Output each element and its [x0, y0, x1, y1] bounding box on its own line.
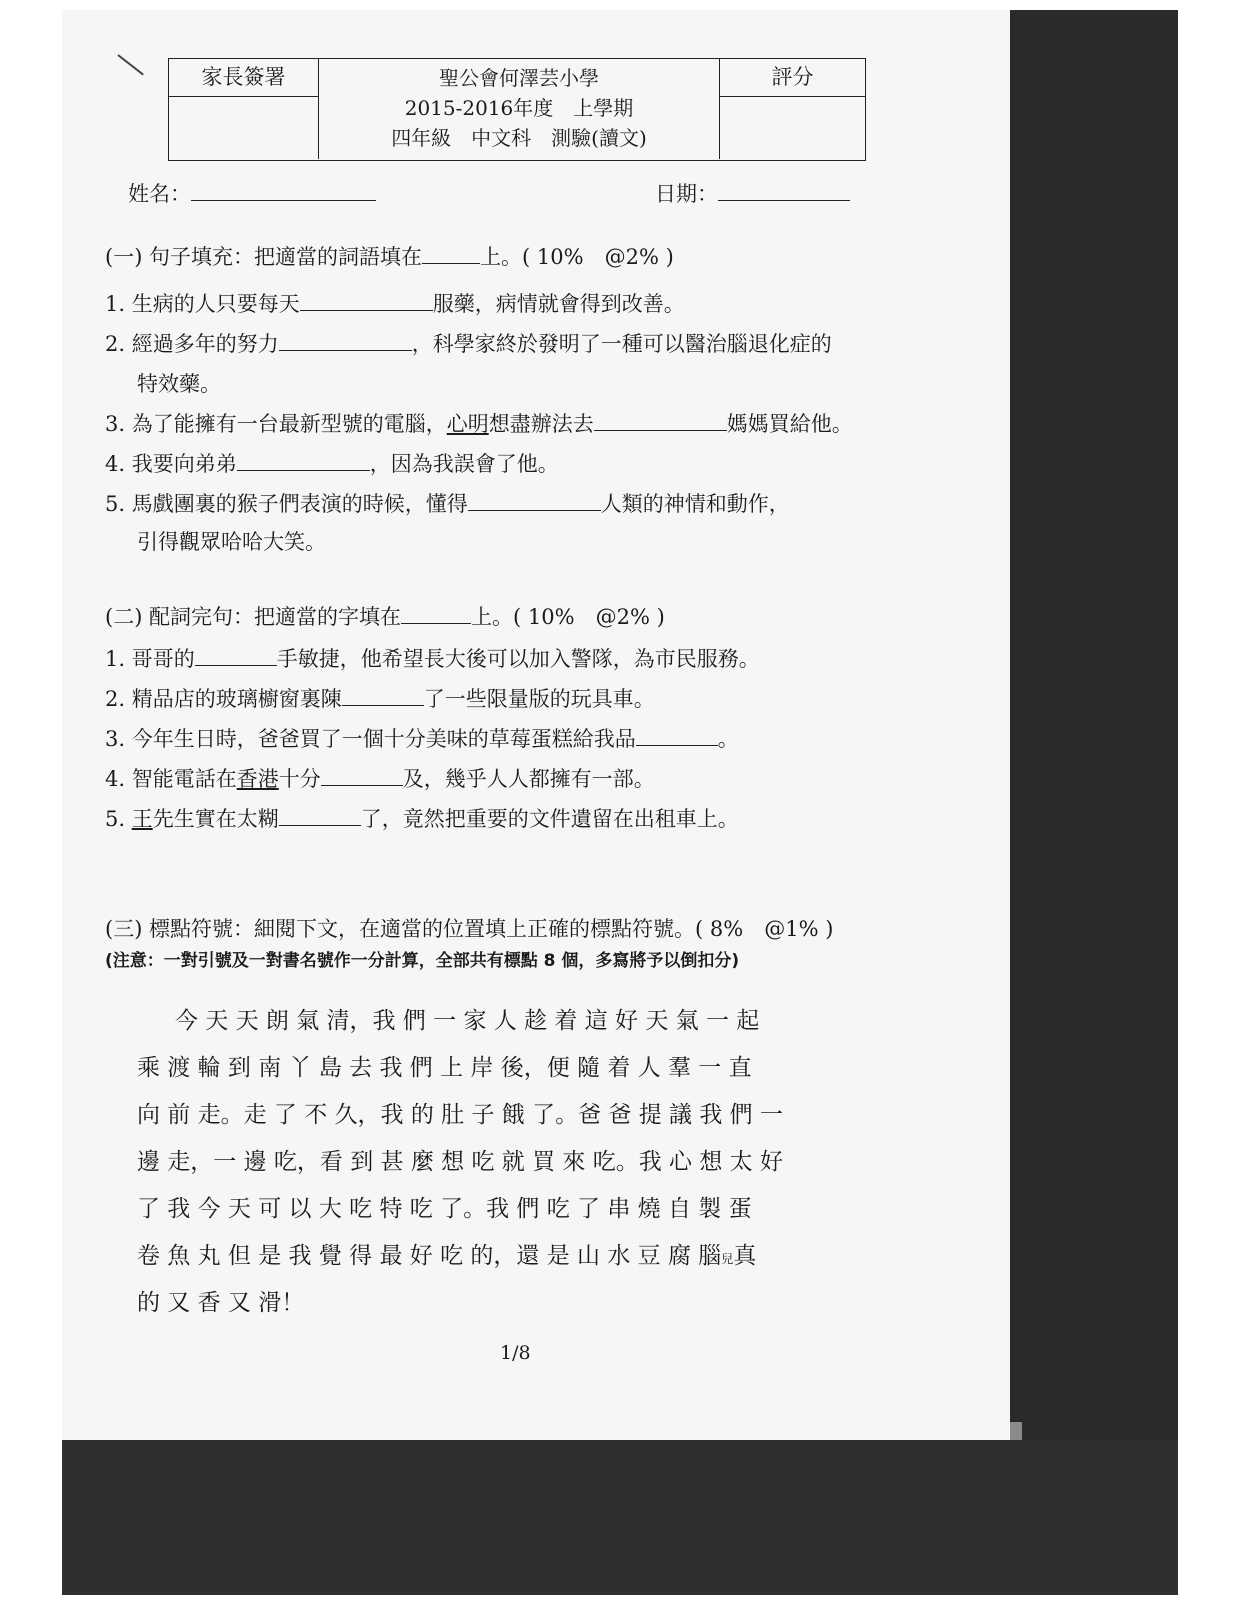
passage-line-3: 向 前 走。走 了 不 久，我 的 肚 子 餓 了。爸 爸 提 議 我 們 一	[137, 1102, 783, 1128]
s1-q3-text-end: 媽媽買給他。	[726, 412, 853, 436]
s2-q3-text: 3. 今年生日時，爸爸買了一個十分美味的草莓蛋糕給我品	[105, 727, 636, 751]
s1-q1-text: 1. 生病的人只要每天	[105, 292, 300, 316]
s1-q1-blank[interactable]	[300, 289, 433, 311]
s2-q5-blank[interactable]	[279, 804, 361, 826]
s1-question-5	[105, 488, 790, 518]
score-cell	[719, 59, 865, 159]
s1-q5-text: 5. 馬戲團裏的猴子們表演的時候，懂得	[105, 492, 468, 516]
s2-q4-place-name: 香港	[236, 767, 279, 791]
s1-question-1	[105, 288, 685, 318]
s1-q3-person-name: 心明	[446, 412, 489, 436]
passage-line-7: 的 又 香 又 滑！	[137, 1290, 305, 1316]
section2-title-blank	[401, 602, 471, 624]
s2-q4-blank[interactable]	[321, 764, 403, 786]
s2-q5-person-name: 王	[131, 807, 153, 831]
section3-title: (三) 標點符號：細閱下文，在適當的位置填上正確的標點符號。( 8% @1% )	[105, 917, 834, 941]
s2-q1-text: 1. 哥哥的	[105, 647, 195, 671]
s2-q1-text-end: 手敏捷，他希望長大後可以加入警隊，為市民服務。	[276, 647, 760, 671]
passage-line-6-end: 真	[733, 1243, 757, 1269]
s1-question-4	[105, 448, 559, 478]
s2-q5-number: 5.	[105, 807, 132, 831]
date-row	[655, 178, 850, 208]
s1-q4-text: 4. 我要向弟弟	[105, 452, 237, 476]
parent-signature-label: 家長簽署	[169, 59, 318, 97]
section1-title-text: (一) 句子填充：把適當的詞語填在	[105, 245, 423, 269]
s2-q4-text-end: 及，幾乎人人都擁有一部。	[402, 767, 655, 791]
passage-line-4: 邊 走，一 邊 吃，看 到 甚 麼 想 吃 就 買 來 吃。我 心 想 太 好	[137, 1149, 783, 1175]
section2-title-marks: 上。( 10% @2% )	[471, 605, 665, 629]
name-row	[128, 178, 376, 208]
s2-q3-blank[interactable]	[636, 724, 718, 746]
s1-q2-text: 2. 經過多年的努力	[105, 332, 279, 356]
s2-q2-blank[interactable]	[342, 684, 424, 706]
school-info-cell	[319, 59, 719, 159]
s1-q4-blank[interactable]	[237, 449, 370, 471]
name-blank[interactable]	[191, 179, 376, 201]
s1-q4-text-end: ，因為我誤會了他。	[369, 452, 559, 476]
section2-title-text: (二) 配詞完句：把適當的字填在	[105, 605, 402, 629]
s2-q3-text-end: 。	[717, 727, 739, 751]
s1-q5-text-end: 人類的神情和動作，	[600, 492, 790, 516]
date-label: 日期：	[655, 182, 718, 206]
s1-question-3	[105, 408, 853, 438]
section1-title	[105, 241, 674, 271]
passage-line-6-text: 卷 魚 丸 但 是 我 覺 得 最 好 吃 的，還 是 山 水 豆 腐 腦	[137, 1243, 722, 1269]
s1-q2-text-end: ，科學家終於發明了一種可以醫治腦退化症的	[411, 332, 832, 356]
s2-q4-text: 4. 智能電話在	[105, 767, 237, 791]
s2-question-4	[105, 763, 655, 793]
s1-q1-text-end: 服藥，病情就會得到改善。	[432, 292, 685, 316]
section2-title	[105, 601, 665, 631]
passage-line-5: 了 我 今 天 可 以 大 吃 特 吃 了。我 們 吃 了 串 燒 自 製 蛋	[137, 1196, 752, 1222]
s1-q2-blank[interactable]	[279, 329, 412, 351]
s2-question-2	[105, 683, 655, 713]
s1-question-2-cont: 特效藥。	[137, 372, 221, 396]
s2-q4-text-mid: 十分	[278, 767, 321, 791]
scan-background-bottom	[62, 1440, 1178, 1595]
passage-line-6	[137, 1237, 756, 1270]
passage-line-2: 乘 渡 輪 到 南 丫 島 去 我 們 上 岸 後，便 隨 着 人 羣 一 直	[137, 1055, 752, 1081]
s1-q3-text: 3. 為了能擁有一台最新型號的電腦，	[105, 412, 447, 436]
name-label: 姓名：	[128, 182, 191, 206]
scan-background-right	[1010, 10, 1178, 1595]
s2-question-5	[105, 803, 739, 833]
section1-title-blank	[422, 242, 480, 264]
passage-line-1: 今 天 天 朗 氣 清，我 們 一 家 人 趁 着 這 好 天 氣 一 起	[175, 1008, 760, 1034]
score-label: 評分	[720, 59, 865, 97]
header-table	[168, 58, 866, 161]
s2-q2-text-end: 了一些限量版的玩具車。	[423, 687, 655, 711]
s2-question-3	[105, 723, 739, 753]
passage-small-char: 兒	[721, 1252, 734, 1266]
s2-question-1	[105, 643, 760, 673]
s2-q1-blank[interactable]	[195, 644, 277, 666]
school-name: 聖公會何澤芸小學	[439, 66, 599, 90]
test-title: 四年級 中文科 測驗(讀文)	[391, 126, 647, 150]
section3-note: (注意：一對引號及一對書名號作一分計算，全部共有標點 8 個，多寫將予以倒扣分)	[105, 951, 740, 971]
s1-q3-text-mid: 想盡辦法去	[488, 412, 594, 436]
s1-q5-blank[interactable]	[468, 489, 601, 511]
parent-signature-cell	[169, 59, 319, 159]
s1-question-2	[105, 328, 832, 358]
section1-title-marks: 上。( 10% @2% )	[480, 245, 674, 269]
s1-question-5-cont: 引得觀眾哈哈大笑。	[137, 530, 326, 554]
year-term: 2015-2016年度 上學期	[404, 96, 634, 120]
s1-q3-blank[interactable]	[594, 409, 727, 431]
s2-q5-text: 先生實在太糊	[152, 807, 279, 831]
page-number: 1/8	[500, 1342, 531, 1364]
date-blank[interactable]	[718, 179, 850, 201]
s2-q5-text-end: 了，竟然把重要的文件遺留在出租車上。	[360, 807, 739, 831]
s2-q2-text: 2. 精品店的玻璃櫥窗裏陳	[105, 687, 342, 711]
